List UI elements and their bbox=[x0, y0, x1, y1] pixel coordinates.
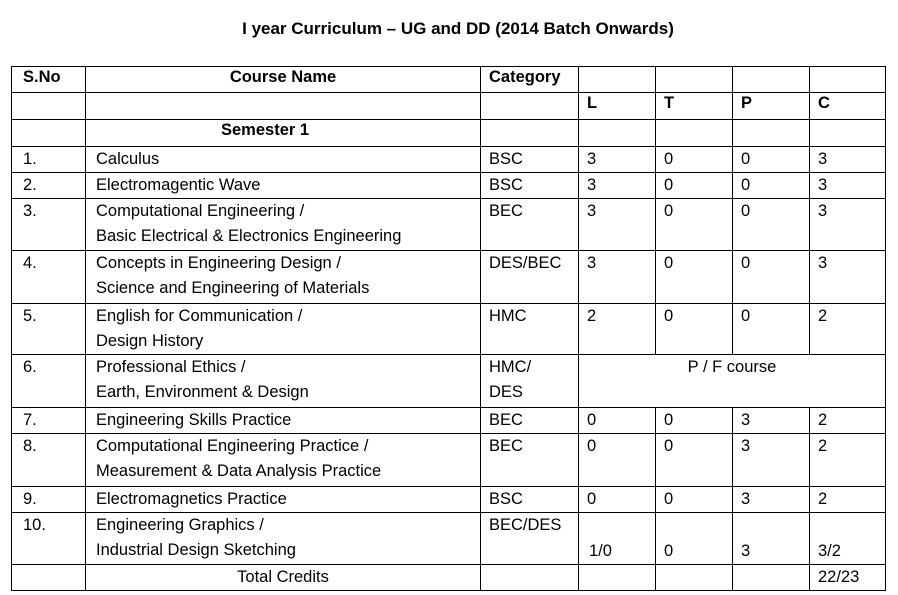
table-row bbox=[12, 304, 886, 355]
credit-p: 3 bbox=[741, 437, 751, 455]
credit-t: 0 bbox=[664, 176, 674, 194]
credit-t: 0 bbox=[664, 307, 674, 325]
header-p: P bbox=[733, 93, 810, 120]
header-l: L bbox=[579, 93, 656, 120]
course-name: Engineering Skills Practice bbox=[96, 411, 292, 429]
credit-c: 3 bbox=[818, 202, 828, 220]
course-name: Electromagentic Wave bbox=[96, 176, 261, 194]
course-name-line1: Engineering Graphics / bbox=[96, 516, 264, 534]
course-name-line2: Earth, Environment & Design bbox=[96, 383, 309, 401]
page-title: I year Curriculum – UG and DD (2014 Batch Onwards) bbox=[242, 19, 674, 38]
credit-t: 0 bbox=[664, 150, 674, 168]
credit-t: 0 bbox=[664, 542, 674, 560]
credit-t: 0 bbox=[664, 437, 674, 455]
header-course-name: Course Name bbox=[86, 67, 481, 93]
course-name-line1: English for Communication / bbox=[96, 307, 303, 325]
credit-p: 0 bbox=[741, 254, 751, 272]
row-sno: 7. bbox=[23, 411, 37, 429]
credit-p: 0 bbox=[741, 150, 751, 168]
course-category: BSC bbox=[489, 150, 523, 168]
credit-t: 0 bbox=[664, 254, 674, 272]
table-row bbox=[12, 513, 886, 565]
table-row bbox=[12, 173, 886, 199]
credit-p: 3 bbox=[741, 411, 751, 429]
curriculum-table bbox=[11, 66, 886, 591]
semester-label: Semester 1 bbox=[86, 120, 481, 147]
table-row bbox=[12, 147, 886, 173]
header-t: T bbox=[656, 93, 733, 120]
credit-l: 3 bbox=[587, 202, 597, 220]
row-sno: 9. bbox=[23, 490, 37, 508]
course-name-line1: Professional Ethics / bbox=[96, 358, 246, 376]
credit-p: 3 bbox=[741, 542, 751, 560]
total-row bbox=[12, 565, 886, 591]
row-sno: 8. bbox=[23, 437, 37, 455]
row-sno: 4. bbox=[23, 254, 37, 272]
total-credits-value: 22/23 bbox=[818, 568, 860, 586]
table-row bbox=[12, 434, 886, 487]
header-row bbox=[12, 67, 886, 93]
table-row bbox=[12, 199, 886, 251]
credit-l: 3 bbox=[587, 150, 597, 168]
pf-course-label: P / F course bbox=[687, 358, 777, 376]
credit-c: 3 bbox=[818, 176, 828, 194]
course-category: DES/BEC bbox=[489, 254, 562, 272]
row-sno: 1. bbox=[23, 150, 37, 168]
course-name-line2: Design History bbox=[96, 332, 204, 350]
credit-c: 3 bbox=[818, 254, 828, 272]
credit-p: 0 bbox=[741, 202, 751, 220]
course-name-line2: Basic Electrical & Electronics Engineering bbox=[96, 227, 402, 245]
credit-c: 3 bbox=[818, 150, 828, 168]
credit-p: 3 bbox=[741, 490, 751, 508]
credit-c: 2 bbox=[818, 411, 828, 429]
course-category: HMC bbox=[489, 307, 527, 325]
credit-c: 3/2 bbox=[818, 542, 841, 560]
course-category-line1: HMC/ bbox=[489, 358, 532, 376]
credit-l: 2 bbox=[587, 307, 597, 325]
header-sno: S.No bbox=[12, 67, 86, 93]
row-sno: 5. bbox=[23, 307, 37, 325]
credit-c: 2 bbox=[818, 307, 828, 325]
credit-l: 3 bbox=[587, 254, 597, 272]
table-row bbox=[12, 487, 886, 513]
total-credits-label: Total Credits bbox=[237, 568, 329, 586]
credit-l: 0 bbox=[587, 490, 597, 508]
credit-l: 0 bbox=[587, 411, 597, 429]
header-category: Category bbox=[481, 67, 579, 93]
course-category: BEC bbox=[489, 411, 523, 429]
credit-c: 2 bbox=[818, 437, 828, 455]
course-name-line2: Industrial Design Sketching bbox=[96, 541, 296, 559]
course-name-line1: Concepts in Engineering Design / bbox=[96, 254, 341, 272]
course-category: BSC bbox=[489, 490, 523, 508]
credit-l: 0 bbox=[587, 437, 597, 455]
table-row bbox=[12, 251, 886, 304]
row-sno: 2. bbox=[23, 176, 37, 194]
course-name-line1: Computational Engineering / bbox=[96, 202, 305, 220]
credit-t: 0 bbox=[664, 202, 674, 220]
row-sno: 6. bbox=[23, 358, 37, 376]
ltpc-header-row bbox=[12, 93, 886, 120]
course-name-line2: Science and Engineering of Materials bbox=[96, 279, 370, 297]
course-name-line1: Computational Engineering Practice / bbox=[96, 437, 369, 455]
course-name: Electromagnetics Practice bbox=[96, 490, 287, 508]
course-category: BSC bbox=[489, 176, 523, 194]
row-sno: 3. bbox=[23, 202, 37, 220]
row-sno: 10. bbox=[23, 516, 46, 534]
credit-l: 1/0 bbox=[589, 542, 612, 560]
semester-row bbox=[12, 120, 886, 147]
course-category-line2: DES bbox=[489, 383, 523, 401]
credit-p: 0 bbox=[741, 176, 751, 194]
header-c: C bbox=[810, 93, 886, 120]
credit-t: 0 bbox=[664, 411, 674, 429]
table-row bbox=[12, 408, 886, 434]
credit-t: 0 bbox=[664, 490, 674, 508]
table-row bbox=[12, 355, 886, 408]
course-category: BEC bbox=[489, 437, 523, 455]
credit-l: 3 bbox=[587, 176, 597, 194]
course-name: Calculus bbox=[96, 150, 160, 168]
course-category: BEC bbox=[489, 202, 523, 220]
course-category: BEC/DES bbox=[489, 516, 562, 534]
credit-p: 0 bbox=[741, 307, 751, 325]
credit-c: 2 bbox=[818, 490, 828, 508]
course-name-line2: Measurement & Data Analysis Practice bbox=[96, 462, 382, 480]
